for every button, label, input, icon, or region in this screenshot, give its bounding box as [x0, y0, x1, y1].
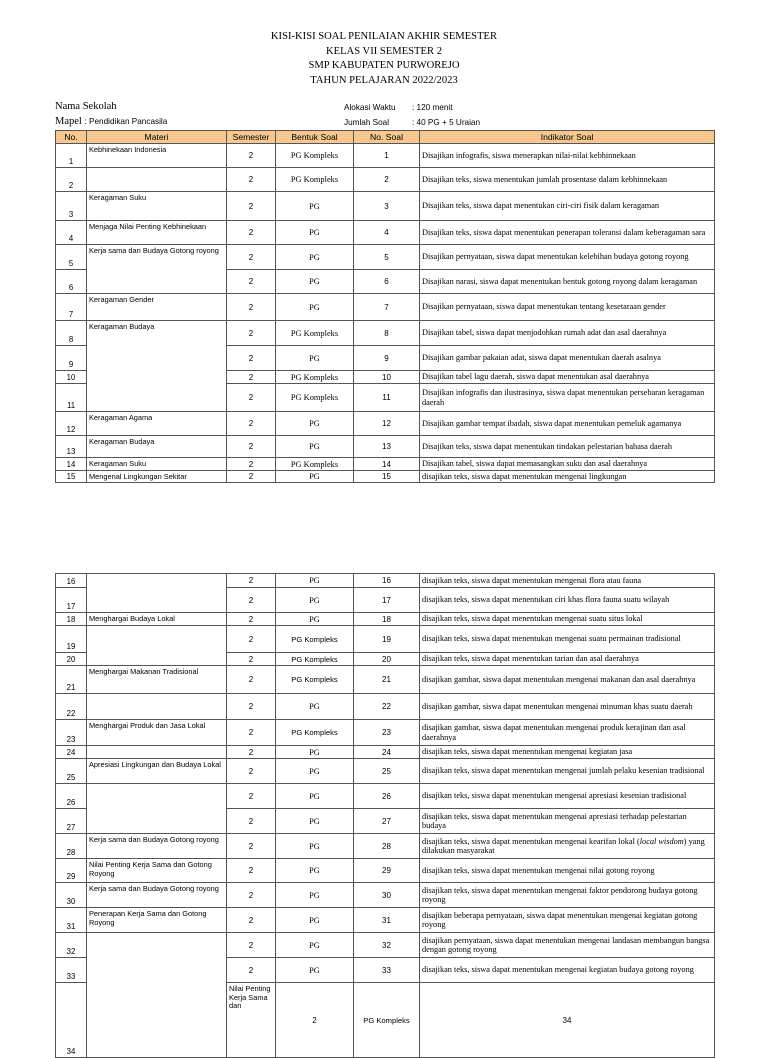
indikator-cell: Disajikan tabel, siswa dapat memasangkan suku dan asal daerahnya	[420, 458, 715, 471]
no-soal-cell: 31	[354, 908, 420, 933]
row-number: 22	[56, 694, 87, 720]
bentuk-soal-cell: PG	[276, 574, 354, 588]
row-number: 26	[56, 784, 87, 809]
bentuk-soal-cell: PG	[276, 784, 354, 809]
semester-cell: 2	[227, 574, 276, 588]
bentuk-soal-cell: PG Kompleks	[276, 666, 354, 694]
mapel-field	[55, 116, 167, 127]
no-soal-cell: 33	[354, 958, 420, 983]
bentuk-soal-cell: PG Kompleks	[276, 168, 354, 192]
alokasi-label: Alokasi Waktu	[344, 103, 396, 112]
semester-cell: 2	[227, 666, 276, 694]
row-number: 5	[56, 245, 87, 270]
col-header-materi: Materi	[87, 131, 227, 144]
row-number: 12	[56, 412, 87, 436]
indikator-cell: disajikan teks, siswa dapat menentukan mengenai kegiatan budaya gotong royong	[420, 958, 715, 983]
semester-cell: 2	[227, 759, 276, 784]
title-line-1: KISI-KISI SOAL PENILAIAN AKHIR SEMESTER	[270, 31, 498, 42]
table-row	[56, 144, 715, 168]
table-row	[56, 759, 715, 784]
indikator-cell: disajikan teks, siswa dapat menentukan mengenai nilai gotong royong	[420, 859, 715, 883]
semester-cell: 2	[227, 694, 276, 720]
semester-cell: 2	[227, 653, 276, 666]
row-number: 1	[56, 144, 87, 168]
table-row	[56, 784, 715, 809]
materi-cell: Menghargai Budaya Lokal	[87, 613, 227, 626]
bentuk-soal-cell: PG Kompleks	[276, 653, 354, 666]
materi-cell	[87, 933, 227, 1058]
no-soal-cell: 5	[354, 245, 420, 270]
row-number: 25	[56, 759, 87, 784]
semester-cell: 2	[227, 245, 276, 270]
no-soal-cell: 11	[354, 384, 420, 412]
indikator-cell: disajikan teks, siswa dapat menentukan tarian dan asal daerahnya	[420, 653, 715, 666]
bentuk-soal-cell: PG	[276, 834, 354, 859]
bentuk-soal-cell: PG Kompleks	[276, 321, 354, 346]
table-row	[56, 834, 715, 859]
table-row	[56, 458, 715, 471]
row-number: 28	[56, 834, 87, 859]
bentuk-soal-cell: PG	[276, 471, 354, 483]
semester-cell: 2	[227, 294, 276, 321]
materi-cell: Keragaman Agama	[87, 412, 227, 436]
indikator-cell: Disajikan teks, siswa dapat menentukan penerapan toleransi dalam keberagaman sara	[420, 221, 715, 245]
row-number: 31	[56, 908, 87, 933]
semester-cell: 2	[227, 809, 276, 834]
table-row	[56, 245, 715, 270]
bentuk-soal-cell: PG Kompleks	[276, 626, 354, 653]
no-soal-cell: 29	[354, 859, 420, 883]
materi-cell: Kebhinekaan Indonesia	[87, 144, 227, 168]
semester-cell: 2	[227, 371, 276, 384]
materi-cell: Keragaman Suku	[87, 192, 227, 221]
indikator-cell: disajikan pernyataan, siswa dapat menentukan mengenai landasan membangun bangsa dengan gotong royong	[420, 933, 715, 958]
semester-cell: 2	[227, 883, 276, 908]
table-row	[56, 221, 715, 245]
table-row	[56, 471, 715, 483]
semester-cell: 2	[227, 471, 276, 483]
semester-cell: 2	[227, 192, 276, 221]
indikator-cell	[420, 834, 715, 859]
table-row	[56, 436, 715, 458]
semester-cell: 2	[227, 346, 276, 371]
indikator-cell: Disajikan tabel, siswa dapat menjodohkan rumah adat dan asal daerahnya	[420, 321, 715, 346]
no-soal-cell: 32	[354, 933, 420, 958]
semester-cell: 2	[227, 908, 276, 933]
bentuk-soal-cell: PG	[276, 933, 354, 958]
semester-cell: 2	[227, 933, 276, 958]
no-soal-cell: 10	[354, 371, 420, 384]
indikator-cell: disajikan teks, siswa dapat menentukan mengenai jumlah pelaku kesenian tradisional	[420, 759, 715, 784]
table-row	[56, 626, 715, 653]
title-line-2: KELAS VII SEMESTER 2	[325, 45, 443, 57]
jumlah-soal-label: Jumlah Soal	[344, 118, 390, 127]
semester-cell: 2	[227, 588, 276, 613]
row-number: 10	[56, 371, 87, 384]
col-header-semester: Semester	[227, 131, 276, 144]
no-soal-cell: 4	[354, 221, 420, 245]
indikator-text-post: ) yang dilakukan masyarakat	[422, 836, 705, 855]
bentuk-soal-cell: PG	[276, 221, 354, 245]
bentuk-soal-cell: PG	[276, 436, 354, 458]
indikator-cell: disajikan gambar, siswa dapat menentukan mengenai makanan dan asal daerahnya	[420, 666, 715, 694]
semester-cell: 2	[227, 859, 276, 883]
indikator-cell: disajikan teks, siswa dapat menentukan mengenai flora atau fauna	[420, 574, 715, 588]
indikator-cell: Disajikan gambar tempat ibadah, siswa dapat menentukan pemeluk agamanya	[420, 412, 715, 436]
bentuk-soal-cell: PG	[276, 908, 354, 933]
indikator-cell: disajikan teks, siswa dapat menentukan mengenai suatu permainan tradisional	[420, 626, 715, 653]
bentuk-soal-cell: PG Kompleks	[276, 384, 354, 412]
indikator-cell: disajikan teks, siswa dapat menentukan mengenai lingkungan	[420, 471, 715, 483]
col-header-indikator-soal: Indikator Soal	[420, 131, 715, 144]
kisi-kisi-table-page-2	[55, 573, 715, 1058]
row-number: 11	[56, 384, 87, 412]
row-number: 33	[56, 958, 87, 983]
indikator-cell: disajikan teks, siswa dapat menentukan mengenai apresiasi kesenian tradisional	[420, 784, 715, 809]
document-title	[0, 30, 768, 88]
bentuk-soal-cell: PG	[276, 883, 354, 908]
indikator-cell: disajikan gambar, siswa dapat menentukan mengenai produk kerajinan dan asal daerahnya	[420, 720, 715, 746]
bentuk-soal-cell: PG Kompleks	[276, 371, 354, 384]
table-row	[56, 720, 715, 746]
table-header-row	[56, 131, 715, 144]
no-soal-cell: 9	[354, 346, 420, 371]
kisi-kisi-table-page-1	[55, 130, 715, 483]
row-number: 2	[56, 168, 87, 192]
materi-cell	[87, 626, 227, 666]
no-soal-cell: 15	[354, 471, 420, 483]
bentuk-soal-cell: PG	[276, 294, 354, 321]
table-row	[56, 613, 715, 626]
bentuk-soal-cell: PG	[276, 859, 354, 883]
bentuk-soal-cell: PG	[276, 809, 354, 834]
row-number: 17	[56, 588, 87, 613]
no-soal-cell: 19	[354, 626, 420, 653]
row-number: 29	[56, 859, 87, 883]
semester-cell: 2	[227, 221, 276, 245]
semester-cell: 2	[227, 958, 276, 983]
semester-cell: 2	[276, 983, 354, 1058]
semester-cell: 2	[227, 144, 276, 168]
indikator-text-emphasis: local wisdom	[639, 836, 684, 846]
semester-cell: 2	[227, 784, 276, 809]
no-soal-cell: 26	[354, 784, 420, 809]
no-soal-cell: 8	[354, 321, 420, 346]
bentuk-soal-cell: PG	[276, 346, 354, 371]
bentuk-soal-cell: PG Kompleks	[276, 720, 354, 746]
bentuk-soal-cell: PG Kompleks	[276, 144, 354, 168]
indikator-cell: disajikan teks, siswa dapat menentukan mengenai faktor pendorong budaya gotong royong	[420, 883, 715, 908]
no-soal-cell: 22	[354, 694, 420, 720]
bentuk-soal-cell: PG	[276, 192, 354, 221]
indikator-cell: Disajikan narasi, siswa dapat menentukan bentuk gotong royong dalam keragaman	[420, 270, 715, 294]
indikator-cell: disajikan teks, siswa dapat menentukan mengenai suatu situs lokal	[420, 613, 715, 626]
row-number: 8	[56, 321, 87, 346]
indikator-text-pre: disajikan teks, siswa dapat menentukan mengenai kearifan lokal (	[422, 836, 640, 846]
materi-cell	[87, 784, 227, 834]
table-row	[56, 908, 715, 933]
row-number: 16	[56, 574, 87, 588]
table-row	[56, 412, 715, 436]
no-soal-cell: 18	[354, 613, 420, 626]
indikator-cell: Disajikan teks, siswa dapat menentukan tindakan pelestarian bahasa daerah	[420, 436, 715, 458]
materi-cell: Nilai Penting Kerja Sama dan Gotong Royong	[87, 859, 227, 883]
no-soal-cell: 12	[354, 412, 420, 436]
indikator-cell: Disajikan pernyataan, siswa dapat menentukan kelebihan budaya gotong royong	[420, 245, 715, 270]
table-row	[56, 574, 715, 588]
row-number: 4	[56, 221, 87, 245]
semester-cell: 2	[227, 720, 276, 746]
materi-cell: Apresiasi Lingkungan dan Budaya Lokal	[87, 759, 227, 784]
bentuk-soal-cell: PG	[276, 588, 354, 613]
materi-cell	[87, 168, 227, 192]
semester-cell: 2	[227, 613, 276, 626]
bentuk-soal-cell: PG	[276, 613, 354, 626]
no-soal-cell: 25	[354, 759, 420, 784]
no-soal-cell: 28	[354, 834, 420, 859]
bentuk-soal-cell: PG	[276, 958, 354, 983]
no-soal-cell: 3	[354, 192, 420, 221]
nama-sekolah-label: Nama Sekolah	[55, 101, 117, 112]
indikator-cell: disajikan teks, siswa dapat menentukan mengenai kegiatan jasa	[420, 746, 715, 759]
no-soal-cell: 21	[354, 666, 420, 694]
semester-cell: 2	[227, 270, 276, 294]
title-line-4: TAHUN PELAJARAN 2022/2023	[310, 74, 458, 86]
no-soal-cell: 14	[354, 458, 420, 471]
row-number: 21	[56, 666, 87, 694]
indikator-cell: Disajikan teks, siswa dapat menentukan ciri-ciri fisik dalam keragaman	[420, 192, 715, 221]
jumlah-soal-value: : 40 PG + 5 Uraian	[412, 118, 481, 127]
indikator-cell: Disajikan pernyataan, siswa dapat menentukan tentang kesetaraan gender	[420, 294, 715, 321]
indikator-cell: Disajikan infografis, siswa menerapkan nilai-nilai kebhinnekaan	[420, 144, 715, 168]
row-number: 30	[56, 883, 87, 908]
bentuk-soal-cell: PG	[276, 412, 354, 436]
table-row	[56, 883, 715, 908]
title-line-3: SMP KABUPATEN PURWOREJO	[308, 60, 460, 71]
materi-cell: Kerja sama dan Budaya Gotong royong	[87, 245, 227, 294]
bentuk-soal-cell: PG	[276, 270, 354, 294]
row-number: 14	[56, 458, 87, 471]
semester-cell: 2	[227, 436, 276, 458]
table-row	[56, 694, 715, 720]
table-row	[56, 294, 715, 321]
semester-cell: 2	[227, 384, 276, 412]
col-header-bentuk-soal: Bentuk Soal	[276, 131, 354, 144]
no-soal-cell: 16	[354, 574, 420, 588]
bentuk-soal-cell: PG	[276, 746, 354, 759]
row-number: 13	[56, 436, 87, 458]
row-number: 34	[56, 983, 87, 1058]
materi-cell: Keragaman Budaya	[87, 321, 227, 412]
indikator-cell: disajikan teks, siswa dapat menentukan ciri khas flora fauna suatu wilayah	[420, 588, 715, 613]
table-row	[56, 168, 715, 192]
row-number: 3	[56, 192, 87, 221]
table-row	[56, 859, 715, 883]
indikator-cell: disajikan teks, siswa dapat menentukan mengenai apresiasi terhadap pelestarian budaya	[420, 809, 715, 834]
table-row	[56, 321, 715, 346]
bentuk-soal-cell: PG Kompleks	[276, 458, 354, 471]
row-number: 19	[56, 626, 87, 653]
no-soal-cell: 13	[354, 436, 420, 458]
no-soal-cell: 20	[354, 653, 420, 666]
materi-cell: Keragaman Budaya	[87, 436, 227, 458]
row-number: 18	[56, 613, 87, 626]
materi-cell: Kerja sama dan Budaya Gotong royong	[87, 883, 227, 908]
indikator-cell: Disajikan gambar pakaian adat, siswa dapat menentukan daerah asalnya	[420, 346, 715, 371]
no-soal-cell: 2	[354, 168, 420, 192]
row-number: 7	[56, 294, 87, 321]
materi-cell	[87, 574, 227, 613]
semester-cell: 2	[227, 458, 276, 471]
table-row	[56, 746, 715, 759]
row-number: 32	[56, 933, 87, 958]
materi-cell: Mengenal Lingkungan Sekitar	[87, 471, 227, 483]
table-row	[56, 933, 715, 958]
materi-cell: Kerja sama dan Budaya Gotong royong	[87, 834, 227, 859]
row-number: 24	[56, 746, 87, 759]
semester-cell: 2	[227, 626, 276, 653]
no-soal-cell: 7	[354, 294, 420, 321]
no-soal-cell: 27	[354, 809, 420, 834]
materi-cell: Menghargai Makanan Tradisional	[87, 666, 227, 694]
mapel-label: Mapel	[55, 116, 82, 127]
materi-cell: Nilai Penting Kerja Sama dan	[227, 983, 276, 1058]
no-soal-cell: 6	[354, 270, 420, 294]
bentuk-soal-cell: PG	[276, 759, 354, 784]
materi-cell: Keragaman Suku	[87, 458, 227, 471]
row-number: 6	[56, 270, 87, 294]
no-soal-cell: 24	[354, 746, 420, 759]
row-number: 9	[56, 346, 87, 371]
alokasi-value: : 120 menit	[412, 103, 453, 112]
semester-cell: 2	[227, 321, 276, 346]
no-soal-cell: 17	[354, 588, 420, 613]
indikator-cell: disajikan gambar, siswa dapat menentukan mengenai minuman khas suatu daerah	[420, 694, 715, 720]
row-number: 27	[56, 809, 87, 834]
mapel-value: : Pendidikan Pancasila	[84, 117, 168, 126]
bentuk-soal-cell: PG	[276, 245, 354, 270]
no-soal-cell: 34	[420, 983, 715, 1058]
col-header-no-soal: No. Soal	[354, 131, 420, 144]
semester-cell: 2	[227, 412, 276, 436]
row-number: 23	[56, 720, 87, 746]
indikator-cell: Disajikan tabel lagu daerah, siswa dapat menentukan asal daerahnya	[420, 371, 715, 384]
no-soal-cell: 30	[354, 883, 420, 908]
table-row	[56, 192, 715, 221]
row-number: 15	[56, 471, 87, 483]
semester-cell: 2	[227, 834, 276, 859]
semester-cell: 2	[227, 168, 276, 192]
no-soal-cell: 1	[354, 144, 420, 168]
indikator-cell: disajikan beberapa pernyataan, siswa dapat menentukan mengenai kegiatan gotong royong	[420, 908, 715, 933]
bentuk-soal-cell: PG Kompleks	[354, 983, 420, 1058]
indikator-cell: Disajikan infografis dan ilustrasinya, siswa dapat menentukan persebaran keragaman daerah	[420, 384, 715, 412]
materi-cell: Menjaga Nilai Penting Kebhinekaan	[87, 221, 227, 245]
row-number: 20	[56, 653, 87, 666]
no-soal-cell: 23	[354, 720, 420, 746]
bentuk-soal-cell: PG	[276, 694, 354, 720]
col-header-no: No.	[56, 131, 87, 144]
semester-cell: 2	[227, 746, 276, 759]
materi-cell: Penerapan Kerja Sama dan Gotong Royong	[87, 908, 227, 933]
materi-cell: Menghargai Produk dan Jasa Lokal	[87, 720, 227, 746]
table-row	[56, 666, 715, 694]
materi-cell	[87, 694, 227, 720]
materi-cell: Keragaman Gender	[87, 294, 227, 321]
materi-cell	[87, 746, 227, 759]
indikator-cell: Disajikan teks, siswa menentukan jumlah prosentase dalam kebhinnekaan	[420, 168, 715, 192]
